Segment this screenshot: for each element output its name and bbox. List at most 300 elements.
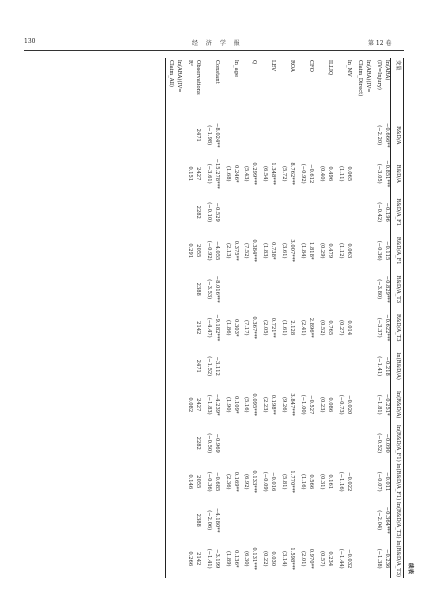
header-col-9: ln(R&D/A_F1)	[391, 424, 404, 463]
table-cell	[185, 270, 193, 309]
table-row	[287, 58, 298, 578]
table-cell	[260, 116, 268, 155]
table-cell: 2055	[194, 244, 201, 258]
table-cell: 0.721**	[270, 317, 277, 338]
table-cell: (−0.42)	[376, 202, 383, 223]
table-cell	[287, 347, 298, 386]
table-cell	[174, 193, 185, 232]
table-cell	[287, 424, 298, 463]
table-cell: 2.896**	[308, 317, 315, 338]
table-cell	[355, 155, 363, 194]
table-cell: 2142	[194, 552, 201, 566]
table-cell: (3.14)	[281, 550, 288, 567]
table-cell: −0.090	[384, 433, 391, 453]
table-cell	[174, 155, 185, 194]
table-cell	[279, 501, 287, 540]
table-cell: (−1.00)	[300, 394, 307, 415]
table-cell: −0.196	[384, 202, 391, 222]
table-cell: 0.030	[270, 551, 277, 567]
table-cell: (−3.53)	[205, 279, 212, 300]
table-cell	[250, 116, 261, 155]
table-cell: 0.496	[327, 166, 334, 182]
row-label: ILLIQ	[327, 60, 334, 76]
table-cell	[250, 347, 261, 386]
table-cell: 0.299***	[251, 162, 258, 186]
table-cell: 2282	[194, 205, 201, 219]
table-cell: (7.17)	[243, 319, 250, 336]
table-cell: (9.26)	[281, 396, 288, 413]
table-cell	[268, 270, 279, 309]
table-cell: 0.198**	[270, 394, 277, 415]
table-cell	[363, 463, 374, 502]
table-cell	[306, 270, 317, 309]
table-cell: 0.246*	[232, 165, 239, 183]
table-cell: −0.829***	[384, 275, 391, 303]
table-cell: (0.57)	[319, 550, 326, 567]
row-label	[260, 58, 268, 116]
table-cell: 0.367***	[251, 316, 258, 340]
table-row	[268, 58, 279, 578]
table-cell	[344, 116, 355, 155]
table-cell	[174, 309, 185, 348]
table-cell: (2.23)	[262, 396, 269, 413]
row-label	[223, 58, 231, 116]
table-cell: 0.151	[186, 166, 193, 182]
table-cell: (6.54)	[262, 165, 269, 182]
table-cell: 0.234	[327, 551, 334, 567]
table-cell: 0.266	[186, 551, 193, 567]
table-cell	[355, 232, 363, 271]
table-cell	[174, 386, 185, 425]
table-cell: (0.29)	[319, 242, 326, 259]
table-cell	[174, 463, 185, 502]
table-cell: −0.032	[346, 549, 353, 569]
table-cell: (2.13)	[224, 242, 231, 259]
table-row	[193, 58, 204, 578]
table-cell: 0.136*	[232, 550, 239, 568]
table-cell: −4.180**	[213, 508, 220, 533]
table-cell	[185, 193, 193, 232]
table-cell	[317, 501, 325, 540]
table-cell	[223, 501, 231, 540]
table-cell	[223, 347, 231, 386]
table-cell	[363, 232, 374, 271]
table-cell: −0.011	[384, 472, 391, 492]
table-cell: −0.236	[384, 549, 391, 569]
table-cell	[242, 116, 250, 155]
table-cell	[165, 116, 173, 155]
table-cell: (−0.52)	[376, 433, 383, 454]
table-row	[298, 58, 306, 578]
table-cell: 0.086	[327, 397, 334, 413]
table-cell	[363, 155, 374, 194]
table-cell: −0.622***	[384, 314, 391, 342]
table-cell: −0.527	[308, 395, 315, 415]
table-cell	[363, 270, 374, 309]
table-cell	[287, 193, 298, 232]
table-cell: (−0.07)	[376, 471, 383, 492]
table-cell	[336, 347, 344, 386]
table-cell	[279, 270, 287, 309]
table-cell: (2.36)	[224, 473, 231, 490]
table-row	[355, 58, 363, 578]
table-cell: (0.27)	[338, 319, 345, 336]
table-cell: 0.095***	[251, 393, 258, 417]
table-cell	[325, 424, 336, 463]
row-label: ln(ARA)	[384, 60, 391, 81]
table-cell: (−0.09)	[262, 471, 269, 492]
header-col-2: R&D/A	[391, 155, 404, 194]
row-label: R²	[186, 60, 193, 66]
table-cell: −0.685	[213, 472, 220, 492]
table-row	[204, 58, 212, 578]
table-row	[165, 58, 173, 578]
table-cell	[344, 501, 355, 540]
table-cell	[165, 309, 173, 348]
issue-label: 第 12 卷	[368, 40, 392, 47]
table-cell	[306, 116, 317, 155]
table-cell	[223, 193, 231, 232]
table-row	[374, 58, 382, 578]
table-cell: 2471	[194, 359, 201, 373]
table-cell: −8.016***	[213, 275, 220, 303]
table-cell	[317, 424, 325, 463]
table-cell	[287, 270, 298, 309]
header-col-3: R&D/A_F1	[391, 193, 404, 232]
table-cell: 0.146	[186, 474, 193, 490]
table-cell: (6.30)	[243, 550, 250, 567]
table-cell: 2055	[194, 475, 201, 489]
table-cell	[260, 501, 268, 540]
table-cell	[174, 116, 185, 155]
table-cell: (−3.05)	[376, 163, 383, 184]
table-cell: 2142	[194, 321, 201, 335]
continued-label: 续表	[407, 562, 413, 574]
table-cell	[185, 309, 193, 348]
table-cell	[268, 116, 279, 155]
table-cell: 2388	[194, 282, 201, 296]
table-cell: 3.847***	[289, 393, 296, 417]
table-cell	[223, 116, 231, 155]
table-cell: 0.014	[346, 320, 353, 336]
header-col-6: R&D/A_T3	[391, 309, 404, 348]
row-label	[279, 58, 287, 116]
table-cell: 2282	[194, 436, 201, 450]
table-row	[242, 58, 250, 578]
table-cell	[165, 501, 173, 540]
table-cell	[260, 193, 268, 232]
table-cell	[325, 347, 336, 386]
table-cell	[317, 116, 325, 155]
header-col-4: R&D/A_F1	[391, 232, 404, 271]
table-cell: (−0.92)	[300, 163, 307, 184]
table-cell: (5.43)	[243, 165, 250, 182]
table-cell: 1.770***	[289, 470, 296, 494]
table-cell	[242, 270, 250, 309]
journal-title: 经 济 学 报	[192, 40, 243, 47]
table-cell	[260, 347, 268, 386]
table-cell	[174, 501, 185, 540]
table-cell: (−1.81)	[376, 394, 383, 415]
table-cell: −9.182***	[213, 314, 220, 342]
row-label	[317, 58, 325, 116]
table-cell: (−1.52)	[205, 356, 212, 377]
table-cell	[363, 347, 374, 386]
table-row	[223, 58, 231, 578]
table-cell: (−1.83)	[205, 394, 212, 415]
table-cell	[306, 424, 317, 463]
table-cell	[355, 309, 363, 348]
table-cell	[355, 501, 363, 540]
header-col-12: ln(R&D/A_T3)	[391, 540, 404, 579]
table-cell: −0.022	[346, 472, 353, 492]
table-cell	[363, 386, 374, 425]
table-cell: −0.529	[213, 202, 220, 222]
table-cell: 0.082	[186, 397, 193, 413]
table-cell	[363, 116, 374, 155]
table-cell: −0.969	[213, 433, 220, 453]
table-cell: (2.05)	[262, 319, 269, 336]
table-cell	[250, 193, 261, 232]
table-cell	[355, 270, 363, 309]
table-cell: 0.479	[327, 243, 334, 259]
table-cell	[325, 501, 336, 540]
table-cell	[344, 347, 355, 386]
table-cell: (1.89)	[224, 550, 231, 567]
table-cell	[317, 193, 325, 232]
table-cell: (1.84)	[300, 242, 307, 259]
header-rule	[24, 50, 404, 51]
table-cell	[231, 424, 242, 463]
table-cell: (−0.36)	[376, 240, 383, 261]
table-cell: 0.063	[346, 243, 353, 259]
table-cell: −3.199	[213, 549, 220, 569]
table-cell: (7.52)	[243, 242, 250, 259]
table-cell	[165, 386, 173, 425]
table-cell: 1.598***	[289, 547, 296, 571]
table-cell	[336, 116, 344, 155]
table-row	[344, 58, 355, 578]
table-cell: −0.251*	[384, 393, 391, 416]
table-cell	[336, 501, 344, 540]
table-cell: 2427	[194, 398, 201, 412]
table-cell	[185, 501, 193, 540]
table-cell	[336, 424, 344, 463]
row-label: ln(ARA)(IV=	[175, 60, 182, 93]
page-number: 130	[24, 38, 36, 45]
row-label: LEV	[270, 60, 277, 71]
table-cell	[355, 540, 363, 579]
table-cell: (−1.98)	[205, 125, 212, 146]
header-col-1: R&D/A	[391, 116, 404, 155]
row-label: Q	[251, 60, 258, 65]
table-cell	[174, 424, 185, 463]
table-cell: (−0.50)	[205, 433, 212, 454]
table-cell: 0.169**	[232, 471, 239, 492]
table-cell: (5.16)	[243, 396, 250, 413]
table-cell	[260, 270, 268, 309]
row-label	[242, 58, 250, 116]
table-row	[306, 58, 317, 578]
table-cell	[298, 501, 306, 540]
table-cell	[223, 270, 231, 309]
table-cell	[298, 116, 306, 155]
table-cell: (0.23)	[319, 396, 326, 413]
table-cell: (0.52)	[319, 319, 326, 336]
table-body	[165, 58, 390, 578]
table-cell: 2388	[194, 513, 201, 527]
table-cell	[165, 232, 173, 271]
table-cell: (1.68)	[224, 165, 231, 182]
table-cell: (1.16)	[300, 473, 307, 490]
table-cell	[317, 270, 325, 309]
table-cell: (−0.92)	[205, 240, 212, 261]
table-cell	[231, 116, 242, 155]
table-cell	[279, 193, 287, 232]
table-cell: −0.115	[384, 241, 391, 261]
table-cell: (0.22)	[262, 550, 269, 567]
table-cell	[268, 347, 279, 386]
table-cell: 0.375**	[232, 240, 239, 261]
table-cell: 0.738*	[270, 242, 277, 260]
table-cell: (−2.20)	[376, 125, 383, 146]
table-cell: 0.303*	[232, 319, 239, 337]
row-label: Claim_All)	[165, 58, 173, 116]
table-row	[185, 58, 193, 578]
header-col-10: ln(R&D/A_F1)	[391, 463, 404, 502]
table-cell: 0.291	[186, 243, 193, 259]
table-cell	[260, 424, 268, 463]
table-cell	[242, 501, 250, 540]
table-row	[325, 58, 336, 578]
table-cell: (3.61)	[281, 242, 288, 259]
table-cell: 0.161	[327, 474, 334, 490]
table-cell: (1.11)	[338, 165, 345, 182]
table-cell	[231, 270, 242, 309]
table-cell	[268, 501, 279, 540]
table-cell	[363, 501, 374, 540]
row-label: ln(ARA)(IV=	[365, 60, 372, 93]
table-cell: 0.970**	[308, 548, 315, 569]
table-cell: (−1.38)	[376, 548, 383, 569]
table-row	[250, 58, 261, 578]
table-cell: 1.348***	[270, 162, 277, 186]
table-cell: (−0.10)	[205, 202, 212, 223]
table-cell	[165, 193, 173, 232]
table-cell: (−1.44)	[338, 548, 345, 569]
table-cell: (−2.04)	[376, 510, 383, 531]
table-cell	[355, 193, 363, 232]
row-label	[298, 58, 306, 116]
table-cell	[250, 424, 261, 463]
table-row	[212, 58, 223, 578]
table-cell: 8.762***	[289, 162, 296, 186]
table-cell: (1.61)	[281, 319, 288, 336]
table-cell: −4.239*	[213, 393, 220, 416]
regression-table-body	[26, 58, 413, 578]
table-cell: (−1.41)	[205, 548, 212, 569]
table-cell	[355, 116, 363, 155]
table-cell: −0.666**	[384, 123, 391, 148]
table-cell	[185, 347, 193, 386]
table-cell	[355, 386, 363, 425]
table-cell: (2.41)	[300, 319, 307, 336]
table-cell	[165, 463, 173, 502]
table-cell	[298, 424, 306, 463]
table-cell	[317, 347, 325, 386]
table-row	[174, 58, 185, 578]
table-cell: −0.612	[308, 164, 315, 184]
table-cell	[174, 540, 185, 579]
table-row	[382, 58, 390, 578]
table-cell: (0.31)	[319, 473, 326, 490]
table-cell: −15.278***	[213, 158, 220, 189]
table-cell	[306, 347, 317, 386]
table-cell: (6.92)	[243, 473, 250, 490]
table-cell	[363, 540, 374, 579]
table-cell	[165, 540, 173, 579]
table-cell: 0.131***	[251, 547, 258, 571]
row-label: ln_MV	[346, 60, 353, 77]
row-label: ROA	[289, 60, 296, 72]
table-cell	[165, 424, 173, 463]
header-variable: 变量	[391, 58, 404, 116]
table-cell: 0.133***	[251, 470, 258, 494]
table-cell: 2.128	[289, 320, 296, 336]
table-cell	[174, 347, 185, 386]
table-cell	[336, 193, 344, 232]
table-cell: 0.566	[308, 474, 315, 490]
table-cell	[355, 347, 363, 386]
table-cell: (−3.61)	[205, 163, 212, 184]
table-cell: (−0.36)	[205, 471, 212, 492]
table-cell: (−1.16)	[338, 471, 345, 492]
table-cell: 1.818*	[308, 242, 315, 260]
row-label: Constant	[213, 60, 220, 84]
table-cell	[298, 193, 306, 232]
table-cell: (−2.06)	[205, 510, 212, 531]
table-row	[317, 58, 325, 578]
row-label: (IV=Injury)	[376, 60, 383, 90]
table-cell: (5.72)	[281, 165, 288, 182]
table-cell: 0.765	[327, 320, 334, 336]
table-cell: 0.384***	[251, 239, 258, 263]
row-label: ln_age	[232, 60, 239, 78]
table-cell	[279, 424, 287, 463]
regression-table	[165, 58, 404, 578]
row-label: Observations	[194, 60, 201, 95]
table-cell	[344, 193, 355, 232]
table-cell	[287, 501, 298, 540]
row-label: Claim_Direct)	[357, 60, 364, 97]
row-label	[204, 58, 212, 116]
table-cell	[363, 309, 374, 348]
table-cell: (1.12)	[338, 242, 345, 259]
table-cell	[165, 347, 173, 386]
table-cell	[363, 193, 374, 232]
table-cell	[165, 270, 173, 309]
table-cell	[325, 270, 336, 309]
table-cell	[268, 193, 279, 232]
table-cell: (2.01)	[300, 550, 307, 567]
table-cell: 3.007***	[289, 239, 296, 263]
table-cell: −0.851***	[384, 160, 391, 188]
table-cell	[185, 116, 193, 155]
table-cell	[185, 424, 193, 463]
table-cell	[174, 270, 185, 309]
table-cell	[242, 424, 250, 463]
table-cell: (1.83)	[262, 242, 269, 259]
